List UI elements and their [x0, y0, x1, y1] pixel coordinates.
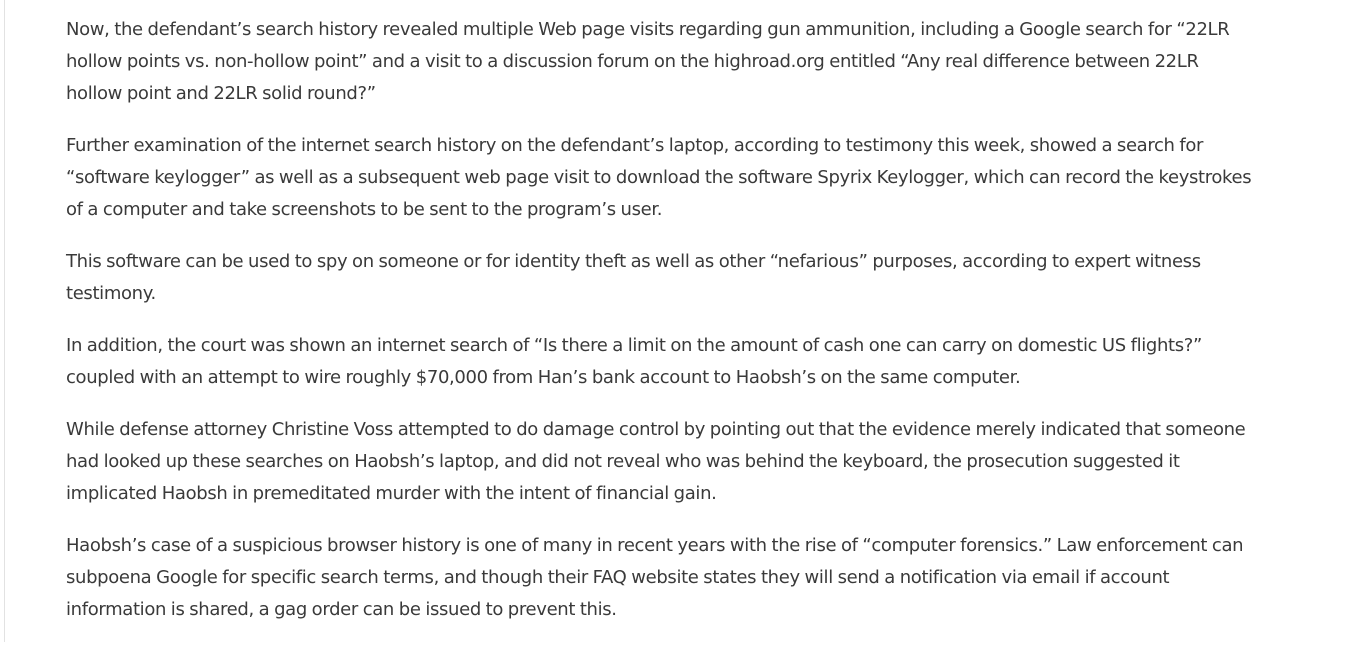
paragraph-software-use: This software can be used to spy on someone or for identity theft as well as other “nefarious” purposes, according to expert witness testimony. — [66, 251, 1201, 304]
left-border-rule — [4, 0, 5, 642]
paragraph-keylogger: Further examination of the internet search history on the defendant’s laptop, according to testimony this week, showed a search for “software keylogger” as well as a subsequent web page visit to download the software Spyrix Keylogger, which can record the keystrokes of a computer and take screenshots to be sent to the program’s user. — [66, 135, 1252, 220]
paragraph-search-history: Now, the defendant’s search history revealed multiple Web page visits regarding gun ammunition, including a Google search for “22LR hollow points vs. non-hollow point” and a visit to a discussion forum on the highroad.org entitled “Any real difference between 22LR hollow point and 22LR solid round?” — [66, 19, 1230, 104]
paragraph-defense: While defense attorney Christine Voss attempted to do damage control by pointing out that the evidence merely indicated that someone had looked up these searches on Haobsh’s laptop, and did not reveal who was behind the keyboard, the prosecution suggested it implicated Haobsh in premeditated murder with the intent of financial gain. — [66, 419, 1246, 504]
article-body — [66, 14, 1256, 646]
paragraph-cash-search: In addition, the court was shown an internet search of “Is there a limit on the amount of cash one can carry on domestic US flights?” coupled with an attempt to wire roughly $70,000 from Han’s bank account to Haobsh’s on the same computer. — [66, 335, 1202, 388]
paragraph-forensics: Haobsh’s case of a suspicious browser history is one of many in recent years with the rise of “computer forensics.” Law enforcement can subpoena Google for specific search terms, and though their FAQ website states they will send a notification via email if account information is shared, a gag order can be issued to prevent this. — [66, 535, 1244, 620]
